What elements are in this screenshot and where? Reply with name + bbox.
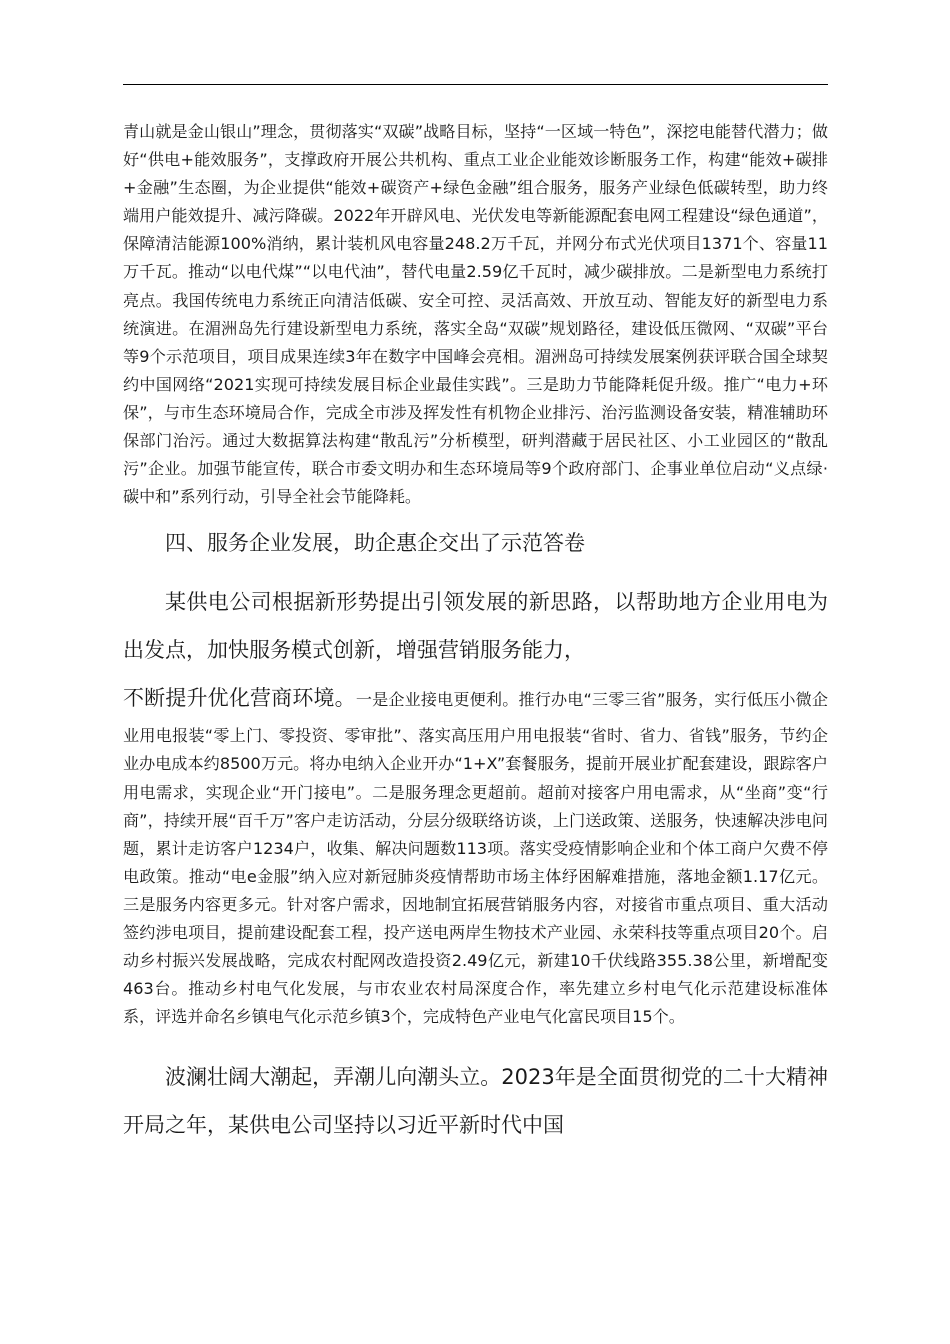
document-body — [123, 118, 828, 1149]
paragraph-service — [123, 578, 828, 1031]
paragraph-closing: 波澜壮阔大潮起，弄潮儿向潮头立。2023年是全面贯彻党的二十大精神开局之年，某供电公司坚持以习近平新时代中国 — [123, 1065, 828, 1138]
paragraph-service-detail: 一是企业接电更便利。推行办电“三零三省”服务，实行低压小微企业用电报装“零上门、零投资、零审批”、落实高压用户用电报装“省时、省力、省钱”服务，节约企业办电成本约8500万元。将办电纳入企业开办“1+X”套餐服务，提前开展业扩配套建设，跟踪客户用电需求，实现企业“开门接电”。二是服务理念更超前。超前对接客户用电需求，从“坐商”变“行商”，持续开展“百千万”客户走访活动，分层分级联络访谈，上门送政策、送服务，快速解决涉电问题，累计走访客户1234户，收集、解决问题数113项。落实受疫情影响企业和个体工商户欠费不停电政策。推动“电e金服”纳入应对新冠肺炎疫情帮助市场主体纾困解难措施，落地金额1.17亿元。三是服务内容更多元。针对客户需求，因地制宜拓展营销服务内容，对接省市重点项目、重大活动签约涉电项目，提前建设配套工程，投产送电两岸生物技术产业园、永荣科技等重点项目20个。启动乡村振兴发展战略，完成农村配网改造投资2.49亿元，新建10千伏线路355.38公里，新增配变463台。推动乡村电气化发展，与市农业农村局深度合作，率先建立乡村电气化示范建设标准体系，评选并命名乡镇电气化示范乡镇3个，完成特色产业电气化富民项目15个。 — [123, 690, 828, 1027]
paragraph-continued: 青山就是金山银山”理念，贯彻落实“双碳”战略目标，坚持“一区域一特色”，深挖电能替代潜力；做好“供电+能效服务”，支撑政府开展公共机构、重点工业企业能效诊断服务工作，构建“能效+碳排+金融”生态圈，为企业提供“能效+碳资产+绿色金融”组合服务，服务产业绿色低碳转型，助力终端用户能效提升、减污降碳。2022年开辟风电、光伏发电等新能源配套电网工程建设“绿色通道”，保障清洁能源100%消纳，累计装机风电容量248.2万千瓦，并网分布式光伏项目1371个、容量11万千瓦。推动“以电代煤”“以电代油”，替代电量2.59亿千瓦时，减少碳排放。二是新型电力系统打亮点。我国传统电力系统正向清洁低碳、安全可控、灵活高效、开放互动、智能友好的新型电力系统演进。在湄洲岛先行建设新型电力系统，落实全岛“双碳”规划路径，建设低压微网、“双碳”平台等9个示范项目，项目成果连续3年在数字中国峰会亮相。湄洲岛可持续发展案例获评联合国全球契约中国网络“2021实现可持续发展目标企业最佳实践”。三是助力节能降耗促升级。推广“电力+环保”，与市生态环境局合作，完成全市涉及挥发性有机物企业排污、治污监测设备安装，精准辅助环保部门治污。通过大数据算法构建“散乱污”分析模型，研判潜藏于居民社区、小工业园区的“散乱污”企业。加强节能宣传，联合市委文明办和生态环境局等9个政府部门、企事业单位启动“义点绿·碳中和”系列行动，引导全社会节能降耗。 — [123, 122, 828, 507]
paragraph-service-lead-end: 不断提升优化营商环境。 — [123, 686, 356, 711]
paragraph-service-lead: 某供电公司根据新形势提出引领发展的新思路，以帮助地方企业用电为出发点，加快服务模式创新，增强营销服务能力， — [123, 590, 828, 663]
section-heading: 四、服务企业发展，助企惠企交出了示范答卷 — [165, 531, 585, 556]
header-rule — [123, 84, 828, 85]
